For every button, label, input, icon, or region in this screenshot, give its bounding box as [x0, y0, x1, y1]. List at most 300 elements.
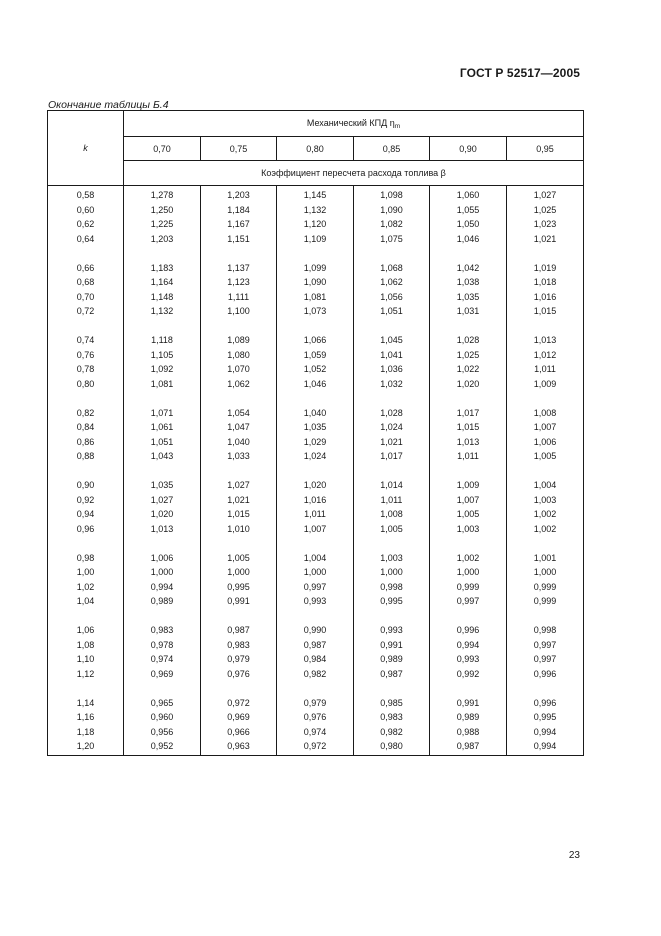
- beta-value-cell: 1,054: [201, 406, 277, 421]
- spacer-cell: [507, 609, 584, 624]
- table-row: [48, 493, 584, 508]
- table-row: [48, 217, 584, 232]
- table-row: [48, 623, 584, 638]
- spacer-cell: [124, 464, 201, 479]
- table-header: [48, 111, 584, 186]
- beta-value-cell: 1,038: [430, 275, 507, 290]
- k-value-cell: 0,84: [48, 420, 124, 435]
- beta-value-cell: 1,003: [354, 551, 430, 566]
- table-row: [48, 638, 584, 653]
- beta-value-cell: 0,985: [354, 696, 430, 711]
- k-value-cell: 1,14: [48, 696, 124, 711]
- k-value-cell: 1,20: [48, 739, 124, 755]
- beta-value-cell: 1,002: [507, 507, 584, 522]
- beta-value-cell: 1,066: [277, 333, 354, 348]
- beta-value-cell: 1,005: [430, 507, 507, 522]
- beta-value-cell: 1,024: [354, 420, 430, 435]
- table-row: [48, 580, 584, 595]
- spacer-cell: [48, 536, 124, 551]
- efficiency-column-header: 0,85: [354, 137, 430, 161]
- beta-value-cell: 1,062: [201, 377, 277, 392]
- k-value-cell: 0,66: [48, 261, 124, 276]
- beta-value-cell: 1,021: [201, 493, 277, 508]
- beta-value-cell: 1,043: [124, 449, 201, 464]
- table-row: [48, 232, 584, 247]
- beta-value-cell: 1,013: [430, 435, 507, 450]
- document-standard-header: ГОСТ Р 52517—2005: [459, 66, 580, 80]
- beta-value-cell: 1,013: [124, 522, 201, 537]
- k-value-cell: 0,98: [48, 551, 124, 566]
- table-row: [48, 739, 584, 755]
- table-row: [48, 507, 584, 522]
- beta-value-cell: 1,051: [354, 304, 430, 319]
- k-value-cell: 0,94: [48, 507, 124, 522]
- beta-value-cell: 1,151: [201, 232, 277, 247]
- beta-value-cell: 1,100: [201, 304, 277, 319]
- beta-value-cell: 0,974: [277, 725, 354, 740]
- beta-value-cell: 1,092: [124, 362, 201, 377]
- beta-value-cell: 1,028: [430, 333, 507, 348]
- efficiency-column-header: 0,75: [201, 137, 277, 161]
- beta-value-cell: 0,997: [430, 594, 507, 609]
- beta-value-cell: 1,123: [201, 275, 277, 290]
- k-value-cell: 0,88: [48, 449, 124, 464]
- beta-value-cell: 1,059: [277, 348, 354, 363]
- group-spacer-row: [48, 246, 584, 261]
- k-value-cell: 0,78: [48, 362, 124, 377]
- table-row: [48, 362, 584, 377]
- spacer-cell: [201, 319, 277, 334]
- beta-value-cell: 0,993: [430, 652, 507, 667]
- beta-value-cell: 0,999: [430, 580, 507, 595]
- beta-value-cell: 0,963: [201, 739, 277, 755]
- beta-value-cell: 1,109: [277, 232, 354, 247]
- beta-value-cell: 1,132: [124, 304, 201, 319]
- spacer-cell: [48, 609, 124, 624]
- table-row: [48, 203, 584, 218]
- table-row: [48, 652, 584, 667]
- beta-value-cell: 0,994: [124, 580, 201, 595]
- beta-value-cell: 1,046: [430, 232, 507, 247]
- beta-value-cell: 1,015: [430, 420, 507, 435]
- k-value-cell: 1,06: [48, 623, 124, 638]
- beta-value-cell: 1,090: [354, 203, 430, 218]
- beta-value-cell: 1,000: [124, 565, 201, 580]
- beta-value-cell: 1,225: [124, 217, 201, 232]
- beta-value-cell: 0,995: [507, 710, 584, 725]
- beta-value-cell: 1,167: [201, 217, 277, 232]
- beta-value-cell: 1,081: [124, 377, 201, 392]
- beta-value-cell: 1,070: [201, 362, 277, 377]
- efficiency-column-header: 0,80: [277, 137, 354, 161]
- beta-value-cell: 1,071: [124, 406, 201, 421]
- beta-value-cell: 1,006: [124, 551, 201, 566]
- beta-value-cell: 0,991: [354, 638, 430, 653]
- beta-value-cell: 1,118: [124, 333, 201, 348]
- spacer-cell: [124, 681, 201, 696]
- beta-value-cell: 0,966: [201, 725, 277, 740]
- coefficient-table: [47, 110, 584, 756]
- beta-value-cell: 0,999: [507, 580, 584, 595]
- spacer-cell: [277, 391, 354, 406]
- beta-value-cell: 1,000: [201, 565, 277, 580]
- beta-value-cell: 1,148: [124, 290, 201, 305]
- beta-value-cell: 1,007: [507, 420, 584, 435]
- beta-value-cell: 1,029: [277, 435, 354, 450]
- spacer-cell: [124, 246, 201, 261]
- beta-value-cell: 0,960: [124, 710, 201, 725]
- table-row: [48, 377, 584, 392]
- beta-value-cell: 0,984: [277, 652, 354, 667]
- beta-value-cell: 0,992: [430, 667, 507, 682]
- beta-value-cell: 1,001: [507, 551, 584, 566]
- beta-value-cell: 1,004: [277, 551, 354, 566]
- k-value-cell: 0,58: [48, 186, 124, 203]
- efficiency-header-label: Механический КПД η: [306, 117, 395, 128]
- beta-value-cell: 1,111: [201, 290, 277, 305]
- k-value-cell: 1,10: [48, 652, 124, 667]
- efficiency-values-row: [48, 137, 584, 161]
- beta-value-cell: 1,016: [507, 290, 584, 305]
- beta-value-cell: 0,952: [124, 739, 201, 755]
- spacer-cell: [430, 536, 507, 551]
- beta-value-cell: 1,042: [430, 261, 507, 276]
- spacer-cell: [201, 536, 277, 551]
- spacer-cell: [201, 246, 277, 261]
- beta-value-cell: 1,082: [354, 217, 430, 232]
- beta-value-cell: 0,995: [201, 580, 277, 595]
- group-spacer-row: [48, 536, 584, 551]
- table-row: [48, 290, 584, 305]
- beta-value-cell: 1,025: [430, 348, 507, 363]
- beta-value-cell: 1,000: [354, 565, 430, 580]
- spacer-cell: [201, 391, 277, 406]
- spacer-cell: [354, 536, 430, 551]
- beta-value-cell: 1,031: [430, 304, 507, 319]
- k-value-cell: 0,68: [48, 275, 124, 290]
- spacer-cell: [124, 536, 201, 551]
- beta-value-cell: 0,980: [354, 739, 430, 755]
- beta-value-cell: 0,969: [124, 667, 201, 682]
- beta-value-cell: 0,974: [124, 652, 201, 667]
- beta-value-cell: 1,019: [507, 261, 584, 276]
- beta-value-cell: 0,998: [507, 623, 584, 638]
- beta-value-cell: 0,976: [201, 667, 277, 682]
- spacer-cell: [430, 681, 507, 696]
- beta-value-cell: 0,997: [277, 580, 354, 595]
- fuel-coefficient-header: Коэффициент пересчета расхода топлива β: [124, 161, 584, 186]
- spacer-cell: [354, 391, 430, 406]
- beta-value-cell: 1,005: [354, 522, 430, 537]
- beta-value-cell: 1,014: [354, 478, 430, 493]
- beta-value-cell: 1,073: [277, 304, 354, 319]
- beta-value-cell: 1,000: [277, 565, 354, 580]
- spacer-cell: [507, 536, 584, 551]
- beta-value-cell: 0,987: [277, 638, 354, 653]
- spacer-cell: [430, 391, 507, 406]
- beta-value-cell: 0,979: [201, 652, 277, 667]
- beta-value-cell: 0,989: [430, 710, 507, 725]
- beta-value-cell: 1,011: [354, 493, 430, 508]
- spacer-cell: [507, 246, 584, 261]
- efficiency-header: [124, 111, 584, 137]
- beta-value-cell: 0,972: [201, 696, 277, 711]
- spacer-cell: [201, 464, 277, 479]
- spacer-cell: [277, 536, 354, 551]
- table-row: [48, 565, 584, 580]
- beta-value-cell: 1,020: [277, 478, 354, 493]
- beta-value-cell: 1,120: [277, 217, 354, 232]
- beta-value-cell: 1,056: [354, 290, 430, 305]
- k-value-cell: 0,72: [48, 304, 124, 319]
- beta-value-cell: 1,036: [354, 362, 430, 377]
- beta-value-cell: 1,016: [277, 493, 354, 508]
- beta-value-cell: 1,040: [201, 435, 277, 450]
- beta-value-cell: 1,011: [507, 362, 584, 377]
- k-value-cell: 0,90: [48, 478, 124, 493]
- beta-value-cell: 1,068: [354, 261, 430, 276]
- beta-value-cell: 1,002: [507, 522, 584, 537]
- beta-value-cell: 1,040: [277, 406, 354, 421]
- beta-value-cell: 1,145: [277, 186, 354, 203]
- beta-value-cell: 0,989: [354, 652, 430, 667]
- beta-value-cell: 1,013: [507, 333, 584, 348]
- beta-value-cell: 1,098: [354, 186, 430, 203]
- table-row: [48, 725, 584, 740]
- beta-value-cell: 1,184: [201, 203, 277, 218]
- k-value-cell: 0,60: [48, 203, 124, 218]
- beta-value-cell: 0,956: [124, 725, 201, 740]
- beta-value-cell: 0,982: [354, 725, 430, 740]
- beta-value-cell: 1,000: [430, 565, 507, 580]
- spacer-cell: [48, 391, 124, 406]
- coefficient-table-container: [47, 110, 583, 756]
- beta-value-cell: 1,025: [507, 203, 584, 218]
- k-value-cell: 1,00: [48, 565, 124, 580]
- k-value-cell: 1,12: [48, 667, 124, 682]
- table-row: [48, 186, 584, 203]
- beta-value-cell: 1,080: [201, 348, 277, 363]
- beta-value-cell: 0,995: [354, 594, 430, 609]
- beta-value-cell: 1,055: [430, 203, 507, 218]
- spacer-cell: [430, 246, 507, 261]
- beta-value-cell: 1,137: [201, 261, 277, 276]
- beta-value-cell: 1,003: [507, 493, 584, 508]
- spacer-cell: [507, 681, 584, 696]
- k-value-cell: 0,86: [48, 435, 124, 450]
- beta-value-cell: 1,015: [201, 507, 277, 522]
- beta-value-cell: 1,023: [507, 217, 584, 232]
- spacer-cell: [430, 319, 507, 334]
- beta-value-cell: 1,033: [201, 449, 277, 464]
- table-row: [48, 261, 584, 276]
- group-spacer-row: [48, 464, 584, 479]
- beta-value-cell: 1,021: [354, 435, 430, 450]
- beta-value-cell: 0,998: [354, 580, 430, 595]
- table-body: [48, 186, 584, 756]
- k-value-cell: 1,18: [48, 725, 124, 740]
- page-number: 23: [568, 850, 580, 861]
- beta-value-cell: 1,004: [507, 478, 584, 493]
- beta-value-cell: 0,988: [430, 725, 507, 740]
- beta-value-cell: 0,996: [507, 696, 584, 711]
- table-row: [48, 348, 584, 363]
- table-row: [48, 710, 584, 725]
- spacer-cell: [507, 319, 584, 334]
- group-spacer-row: [48, 319, 584, 334]
- beta-value-cell: 1,021: [507, 232, 584, 247]
- spacer-cell: [48, 681, 124, 696]
- table-row: [48, 435, 584, 450]
- beta-value-cell: 1,018: [507, 275, 584, 290]
- table-row: [48, 420, 584, 435]
- table-row: [48, 449, 584, 464]
- beta-value-cell: 0,996: [430, 623, 507, 638]
- beta-value-cell: 0,999: [507, 594, 584, 609]
- k-value-cell: 1,16: [48, 710, 124, 725]
- table-row: [48, 696, 584, 711]
- spacer-cell: [277, 681, 354, 696]
- spacer-cell: [124, 391, 201, 406]
- beta-value-cell: 1,000: [507, 565, 584, 580]
- beta-value-cell: 0,978: [124, 638, 201, 653]
- beta-value-cell: 0,994: [507, 725, 584, 740]
- beta-value-cell: 1,050: [430, 217, 507, 232]
- spacer-cell: [507, 391, 584, 406]
- k-value-cell: 1,08: [48, 638, 124, 653]
- beta-value-cell: 1,005: [201, 551, 277, 566]
- beta-value-cell: 1,028: [354, 406, 430, 421]
- beta-value-cell: 0,987: [201, 623, 277, 638]
- spacer-cell: [354, 246, 430, 261]
- beta-value-cell: 1,035: [430, 290, 507, 305]
- k-value-cell: 0,76: [48, 348, 124, 363]
- beta-value-cell: 1,010: [201, 522, 277, 537]
- beta-value-cell: 1,132: [277, 203, 354, 218]
- beta-value-cell: 0,989: [124, 594, 201, 609]
- beta-value-cell: 1,002: [430, 551, 507, 566]
- k-column-header: k: [48, 111, 124, 186]
- table-row: [48, 478, 584, 493]
- beta-value-cell: 0,990: [277, 623, 354, 638]
- efficiency-column-header: 0,95: [507, 137, 584, 161]
- beta-value-cell: 1,051: [124, 435, 201, 450]
- k-value-cell: 0,96: [48, 522, 124, 537]
- beta-value-cell: 1,203: [201, 186, 277, 203]
- group-spacer-row: [48, 681, 584, 696]
- beta-value-cell: 1,052: [277, 362, 354, 377]
- group-spacer-row: [48, 391, 584, 406]
- spacer-cell: [507, 464, 584, 479]
- beta-value-cell: 1,017: [354, 449, 430, 464]
- beta-value-cell: 0,991: [201, 594, 277, 609]
- efficiency-column-header: 0,70: [124, 137, 201, 161]
- spacer-cell: [124, 609, 201, 624]
- table-row: [48, 594, 584, 609]
- spacer-cell: [354, 464, 430, 479]
- beta-value-cell: 1,278: [124, 186, 201, 203]
- beta-value-cell: 1,046: [277, 377, 354, 392]
- beta-value-cell: 1,020: [124, 507, 201, 522]
- beta-value-cell: 1,045: [354, 333, 430, 348]
- beta-value-cell: 0,969: [201, 710, 277, 725]
- spacer-cell: [277, 319, 354, 334]
- beta-value-cell: 1,007: [430, 493, 507, 508]
- beta-value-cell: 0,994: [507, 739, 584, 755]
- beta-value-cell: 0,997: [507, 652, 584, 667]
- k-value-cell: 0,70: [48, 290, 124, 305]
- beta-value-cell: 0,983: [201, 638, 277, 653]
- spacer-cell: [201, 609, 277, 624]
- beta-value-cell: 1,035: [124, 478, 201, 493]
- spacer-cell: [48, 246, 124, 261]
- k-value-cell: 0,92: [48, 493, 124, 508]
- beta-value-cell: 1,250: [124, 203, 201, 218]
- efficiency-column-header: 0,90: [430, 137, 507, 161]
- beta-value-cell: 1,061: [124, 420, 201, 435]
- spacer-cell: [277, 246, 354, 261]
- beta-value-cell: 1,024: [277, 449, 354, 464]
- k-value-cell: 0,64: [48, 232, 124, 247]
- beta-value-cell: 0,993: [277, 594, 354, 609]
- beta-value-cell: 1,011: [430, 449, 507, 464]
- beta-value-cell: 1,008: [354, 507, 430, 522]
- beta-value-cell: 1,007: [277, 522, 354, 537]
- beta-value-cell: 0,972: [277, 739, 354, 755]
- k-value-cell: 1,04: [48, 594, 124, 609]
- beta-value-cell: 1,005: [507, 449, 584, 464]
- table-row: [48, 406, 584, 421]
- table-caption: Окончание таблицы Б.4: [48, 99, 169, 111]
- beta-value-cell: 0,983: [354, 710, 430, 725]
- beta-value-cell: 1,009: [507, 377, 584, 392]
- beta-value-cell: 1,089: [201, 333, 277, 348]
- beta-value-cell: 0,993: [354, 623, 430, 638]
- beta-value-cell: 1,011: [277, 507, 354, 522]
- beta-value-cell: 1,090: [277, 275, 354, 290]
- beta-value-cell: 1,020: [430, 377, 507, 392]
- table-row: [48, 551, 584, 566]
- k-value-cell: 1,02: [48, 580, 124, 595]
- spacer-cell: [354, 609, 430, 624]
- table-row: [48, 333, 584, 348]
- efficiency-header-subscript: m: [394, 122, 401, 130]
- spacer-cell: [201, 681, 277, 696]
- k-value-cell: 0,62: [48, 217, 124, 232]
- beta-value-cell: 1,081: [277, 290, 354, 305]
- spacer-cell: [48, 464, 124, 479]
- beta-value-cell: 1,012: [507, 348, 584, 363]
- beta-value-cell: 1,047: [201, 420, 277, 435]
- spacer-cell: [277, 464, 354, 479]
- beta-value-cell: 0,997: [507, 638, 584, 653]
- spacer-cell: [354, 319, 430, 334]
- table-row: [48, 667, 584, 682]
- beta-value-cell: 0,965: [124, 696, 201, 711]
- beta-value-cell: 1,099: [277, 261, 354, 276]
- beta-value-cell: 1,027: [124, 493, 201, 508]
- group-spacer-row: [48, 609, 584, 624]
- beta-value-cell: 1,015: [507, 304, 584, 319]
- beta-value-cell: 1,022: [430, 362, 507, 377]
- beta-value-cell: 1,008: [507, 406, 584, 421]
- spacer-cell: [277, 609, 354, 624]
- spacer-cell: [430, 609, 507, 624]
- beta-value-cell: 1,006: [507, 435, 584, 450]
- beta-value-cell: 1,183: [124, 261, 201, 276]
- beta-value-cell: 0,996: [507, 667, 584, 682]
- spacer-cell: [354, 681, 430, 696]
